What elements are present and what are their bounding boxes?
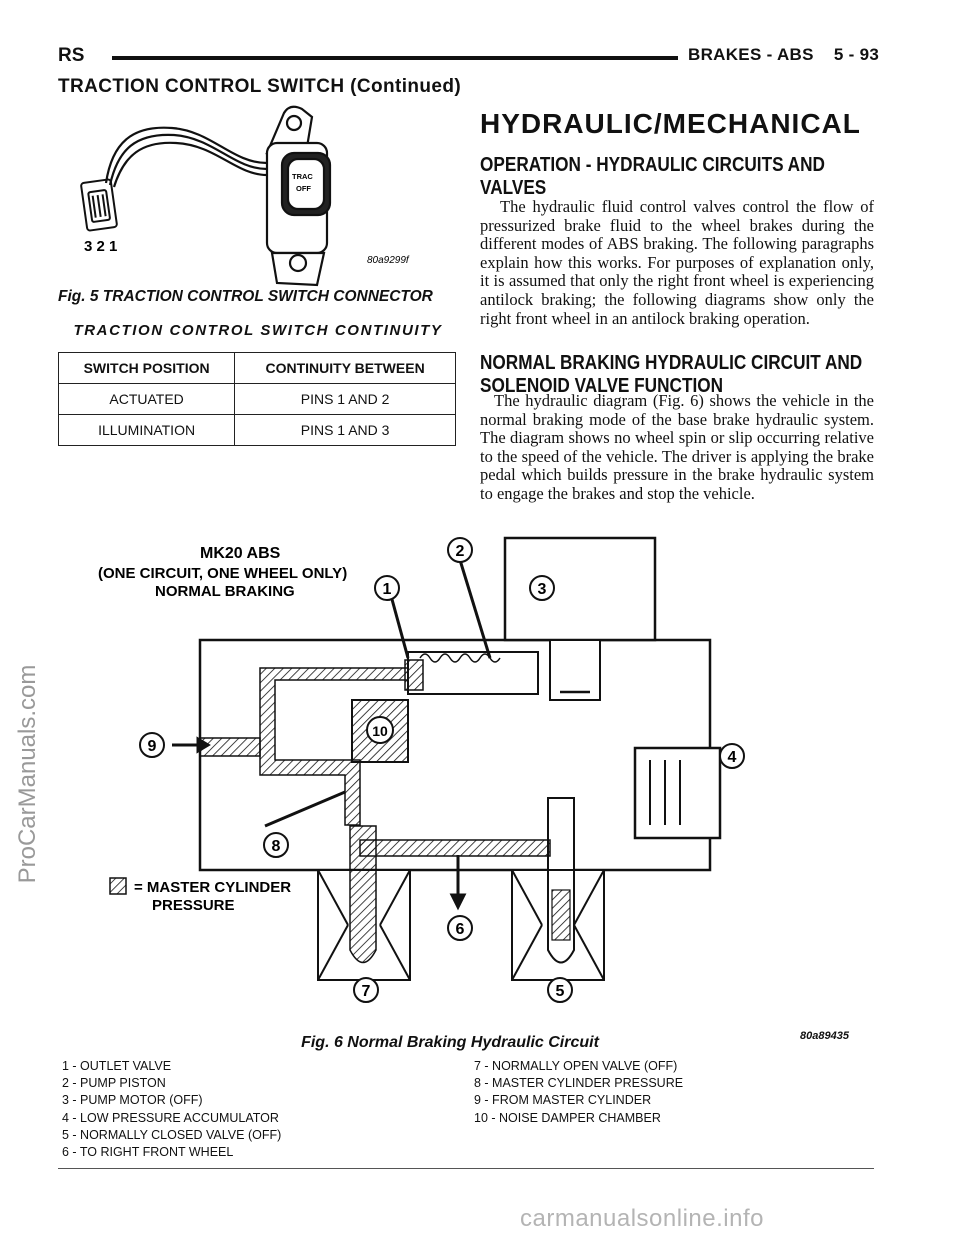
legend-item: 4 - LOW PRESSURE ACCUMULATOR	[62, 1110, 279, 1125]
key-label-2: PRESSURE	[152, 897, 235, 914]
legend-right	[474, 1058, 683, 1127]
callout-5: 5	[555, 983, 565, 1000]
header-continuity-between: CONTINUITY BETWEEN	[235, 353, 456, 384]
table-header-row	[59, 353, 456, 384]
off-label: OFF	[296, 184, 311, 193]
callout-7: 7	[361, 983, 371, 1000]
legend-item: 3 - PUMP MOTOR (OFF)	[62, 1093, 203, 1108]
cell-position: ILLUMINATION	[59, 415, 235, 446]
fig5-caption: Fig. 5 TRACTION CONTROL SWITCH CONNECTOR	[58, 288, 433, 305]
continuity-table	[58, 352, 456, 446]
pin-numbers: 3 2 1	[84, 238, 118, 255]
callout-1: 1	[382, 581, 392, 598]
section-heading: HYDRAULIC/MECHANICAL	[480, 108, 861, 139]
hydraulic-circuit-diagram	[90, 530, 880, 1040]
side-watermark: ProCarManuals.com	[14, 664, 41, 884]
header-switch-position: SWITCH POSITION	[59, 353, 235, 384]
legend-item: 9 - FROM MASTER CYLINDER	[474, 1093, 652, 1108]
header-rule	[112, 56, 678, 60]
legend-item: 7 - NORMALLY OPEN VALVE (OFF)	[474, 1059, 678, 1073]
page-number: 5 - 93	[833, 45, 880, 64]
key-label-1: = MASTER CYLINDER	[134, 879, 292, 896]
fig6-title-3: NORMAL BRAKING	[155, 583, 295, 600]
section2-title: NORMAL BRAKING HYDRAULIC CIRCUIT AND SOLENOID VALVE FUNCTION	[480, 352, 863, 397]
section2-body: The hydraulic diagram (Fig. 6) shows the vehicle in the normal braking mode of the base brake hydraulic system. The diagram shows no wheel spin or slip occurring relative to the speed of the vehicle. The driver is applying the brake pedal which builds pressure in the brake hydraulic system to engage the brakes and stop the vehicle.	[480, 391, 874, 503]
legend-item: 2 - PUMP PISTON	[62, 1076, 166, 1091]
fig6-title-1: MK20 ABS	[200, 545, 281, 562]
fig6-caption: Fig. 6 Normal Braking Hydraulic Circuit	[301, 1034, 599, 1051]
traction-switch-illustration	[62, 103, 427, 288]
table-row	[59, 415, 456, 446]
section1-body: The hydraulic fluid control valves control the flow of pressurized brake fluid to the wheel brakes during the different modes of ABS braking. The following paragraphs explain how this works. For purposes of explanation only, it is assumed that only the right front wheel is experiencing antilock braking; the following diagrams show only the right front wheel in an antilock braking operation.	[480, 197, 874, 328]
section1-title: OPERATION - HYDRAULIC CIRCUITS AND VALVES	[480, 154, 825, 199]
cell-continuity: PINS 1 AND 2	[235, 384, 456, 415]
cell-continuity: PINS 1 AND 3	[235, 415, 456, 446]
header-section-code: RS	[58, 45, 85, 66]
table-row	[59, 384, 456, 415]
fig6-id: 80a89435	[800, 1030, 849, 1042]
legend-left	[62, 1058, 281, 1161]
fig5-id: 80a9299f	[367, 255, 409, 266]
cell-position: ACTUATED	[59, 384, 235, 415]
legend-item: 5 - NORMALLY CLOSED VALVE (OFF)	[62, 1127, 282, 1142]
callout-2: 2	[455, 543, 465, 560]
callout-3: 3	[537, 581, 547, 598]
legend-item: 10 - NOISE DAMPER CHAMBER	[474, 1110, 661, 1125]
bottom-watermark: carmanualsonline.info	[520, 1205, 764, 1232]
header-title	[688, 45, 879, 65]
continuity-table-title: TRACTION CONTROL SWITCH CONTINUITY	[73, 322, 443, 339]
legend-item: 8 - MASTER CYLINDER PRESSURE	[474, 1076, 684, 1091]
callout-8: 8	[271, 838, 281, 855]
legend-item: 1 - OUTLET VALVE	[62, 1059, 172, 1073]
callout-9: 9	[147, 738, 157, 755]
callout-6: 6	[455, 921, 465, 938]
callout-4: 4	[727, 749, 737, 766]
callout-10: 10	[372, 723, 388, 739]
fig6-title-2: (ONE CIRCUIT, ONE WHEEL ONLY)	[98, 565, 348, 582]
continued-heading: TRACTION CONTROL SWITCH (Continued)	[58, 76, 462, 97]
footer-rule	[58, 1168, 874, 1169]
legend-item: 6 - TO RIGHT FRONT WHEEL	[62, 1145, 234, 1160]
header-chapter: BRAKES - ABS	[688, 45, 814, 64]
trac-label: TRAC	[292, 172, 313, 181]
